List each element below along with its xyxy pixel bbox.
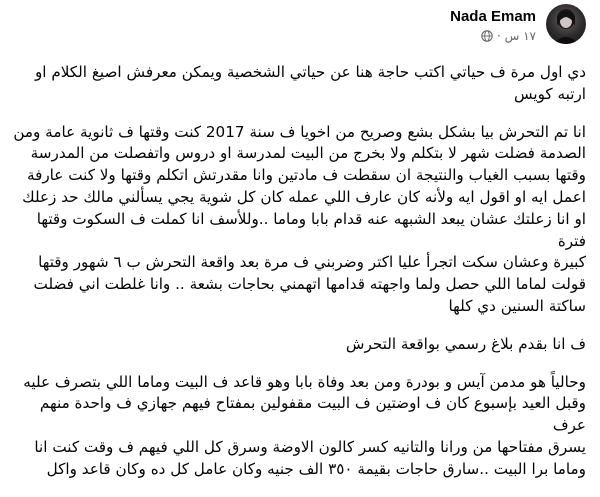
globe-icon[interactable] bbox=[481, 30, 493, 42]
post-meta bbox=[450, 6, 536, 43]
post-paragraph-4: وحالياً هو مدمن آيس و بودرة ومن بعد وفاة بابا وهو قاعد ف البيت وماما اللي بتصرف عليه وقبل العيد بإسبوع كان ف اوضتين ف البيت مقفولين بمفتاح فيهم جهازي ف واحدة منهم عرف يسرق مفتاحها من ورانا والتانيه كسر كالون الاوضة وسرق كل اللي فيهم ف وقت كنت انا وماما برا البيت ..سارق حاجات بقيمة ٣٥٠ الف جنيه وكان عامل كل ده وكان قاعد واكل bbox=[23, 372, 586, 478]
post-timestamp[interactable]: ١٧ س · bbox=[497, 28, 536, 43]
author-name[interactable]: Nada Emam bbox=[450, 7, 536, 25]
post-paragraph-3: ف انا بقدم بلاغ رسمي بواقعة التحرش bbox=[345, 334, 586, 353]
avatar[interactable] bbox=[546, 4, 586, 44]
avatar-icon bbox=[546, 4, 586, 44]
post-header bbox=[450, 4, 586, 44]
post-paragraph-1: دي اول مرة ف حياتي اكتب حاجة هنا عن حياتي الشخصية ويمكن معرفش اصيغ الكلام او ارتبه كويس bbox=[34, 63, 586, 103]
post-body bbox=[10, 62, 586, 497]
post-subline bbox=[450, 29, 536, 43]
post-paragraph-2: انا تم التحرش بيا بشكل بشع وصريح من اخويا ف سنة 2017 كنت وقتها ف ثانوية عامة ومن الصدمة فضلت شهر لا بتكلم ولا بخرج من البيت لمدرسة او دروس واتفصلت من المدرسة وقتها بسبب الغياب والنتيجة ان سقطت ف مادتين وانا مقدرتش اتكلم وقتها ولا كنت عارفة اعمل ايه او اقول ايه ولأنه كان عارف اللي عمله كان كل شوية يجي يسألني مالك حد زعلك او انا زعلتك عشان يبعد الشبهه عنه قدام بابا وماما ..وللأسف انا كملت ف السكوت وقتها فترة كبيرة وعشان سكت اتجرأ عليا اكتر وضربني ف مرة بعد واقعة التحرش ب ٦ شهور وقتها قولت لماما اللي حصل ولما واجهته قدامها اتهمني بحاجات بشعة .. وانا غلطت اني فضلت ساكتة السنين دي كلها bbox=[13, 122, 586, 315]
